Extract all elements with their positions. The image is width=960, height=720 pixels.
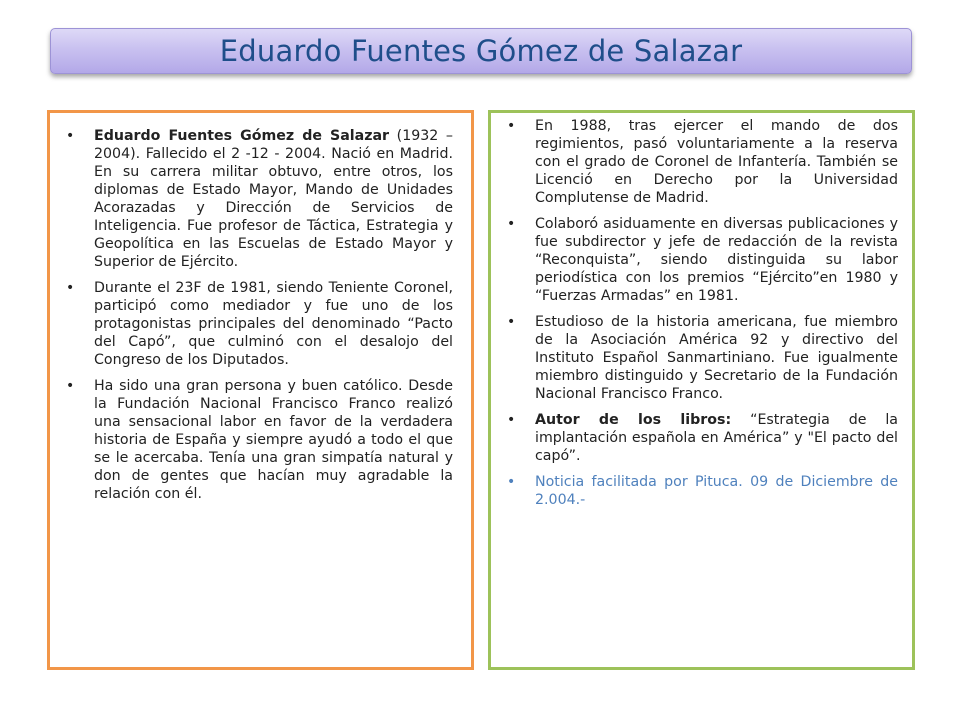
title-banner — [50, 28, 912, 74]
item-bold-lead: Autor de los libros: — [535, 412, 732, 428]
page-title: Eduardo Fuentes Gómez de Salazar — [219, 34, 743, 68]
item-text: En 1988, tras ejercer el mando de dos regimientos, pasó voluntariamente a la reserva con el grado de Coronel de Infantería. También se Licenció en Derecho por la Universidad Complutense de Madrid. — [535, 118, 898, 206]
bullet-icon: • — [66, 128, 75, 144]
item-text: Ha sido una gran persona y buen católico. Desde la Fundación Nacional Francisco Franco realizó una sensacional labor en favor de la verdadera historia de España y siempre ayudó a todo el que se le acercaba. Tenía una gran simpatía natural y don de gentes que hacían muy agradable la relación con él. — [94, 378, 453, 502]
bullet-icon: • — [507, 412, 516, 428]
item-bold-lead: Eduardo Fuentes Gómez de Salazar — [94, 128, 390, 144]
bullet-icon: • — [507, 216, 516, 232]
list-item — [60, 377, 453, 503]
source-note-item — [501, 473, 898, 509]
list-item — [60, 279, 453, 369]
source-note-text: Noticia facilitada por Pituca. 09 de Diciembre de 2.004.- — [535, 474, 898, 508]
list-item — [501, 411, 898, 465]
right-text-panel — [488, 110, 915, 670]
bullet-icon: • — [66, 378, 75, 394]
item-text: Colaboró asiduamente en diversas publicaciones y fue subdirector y jefe de redacción de la revista “Reconquista”, siendo distinguida su labor periodística con los premios “Ejército”en 1980 y “Fuerzas Armadas” en 1981. — [535, 216, 898, 304]
list-item — [60, 127, 453, 271]
bullet-icon: • — [507, 118, 516, 134]
item-text: “Estrategia de la implantación española en América” y "El pacto del capó”. — [535, 412, 898, 464]
item-text: Estudioso de la historia americana, fue miembro de la Asociación América 92 y directivo del Instituto Español Sanmartiniano. Fue igualmente miembro distinguido y Secretario de la Fundación Nacional Francisco Franco. — [535, 314, 898, 402]
left-text-panel — [47, 110, 474, 670]
right-bullet-list — [501, 117, 898, 509]
list-item — [501, 313, 898, 403]
list-item — [501, 117, 898, 207]
bullet-icon: • — [507, 314, 516, 330]
bullet-icon: • — [66, 280, 75, 296]
left-bullet-list — [60, 127, 453, 503]
item-text: Durante el 23F de 1981, siendo Teniente Coronel, participó como mediador y fue uno de los protagonistas principales del denominado “Pacto del Capó”, que culminó con el desalojo del Congreso de los Diputados. — [94, 280, 453, 368]
list-item — [501, 215, 898, 305]
item-text: (1932 – 2004). Fallecido el 2 -12 - 2004. Nació en Madrid. En su carrera militar obtuvo, entre otros, los diplomas de Estado Mayor, Mando de Unidades Acorazadas y Dirección de Servicios de Inteligencia. Fue profesor de Táctica, Estrategia y Geopolítica en las Escuelas de Estado Mayor y Superior de Ejército. — [94, 128, 453, 270]
bullet-icon: • — [507, 474, 516, 490]
